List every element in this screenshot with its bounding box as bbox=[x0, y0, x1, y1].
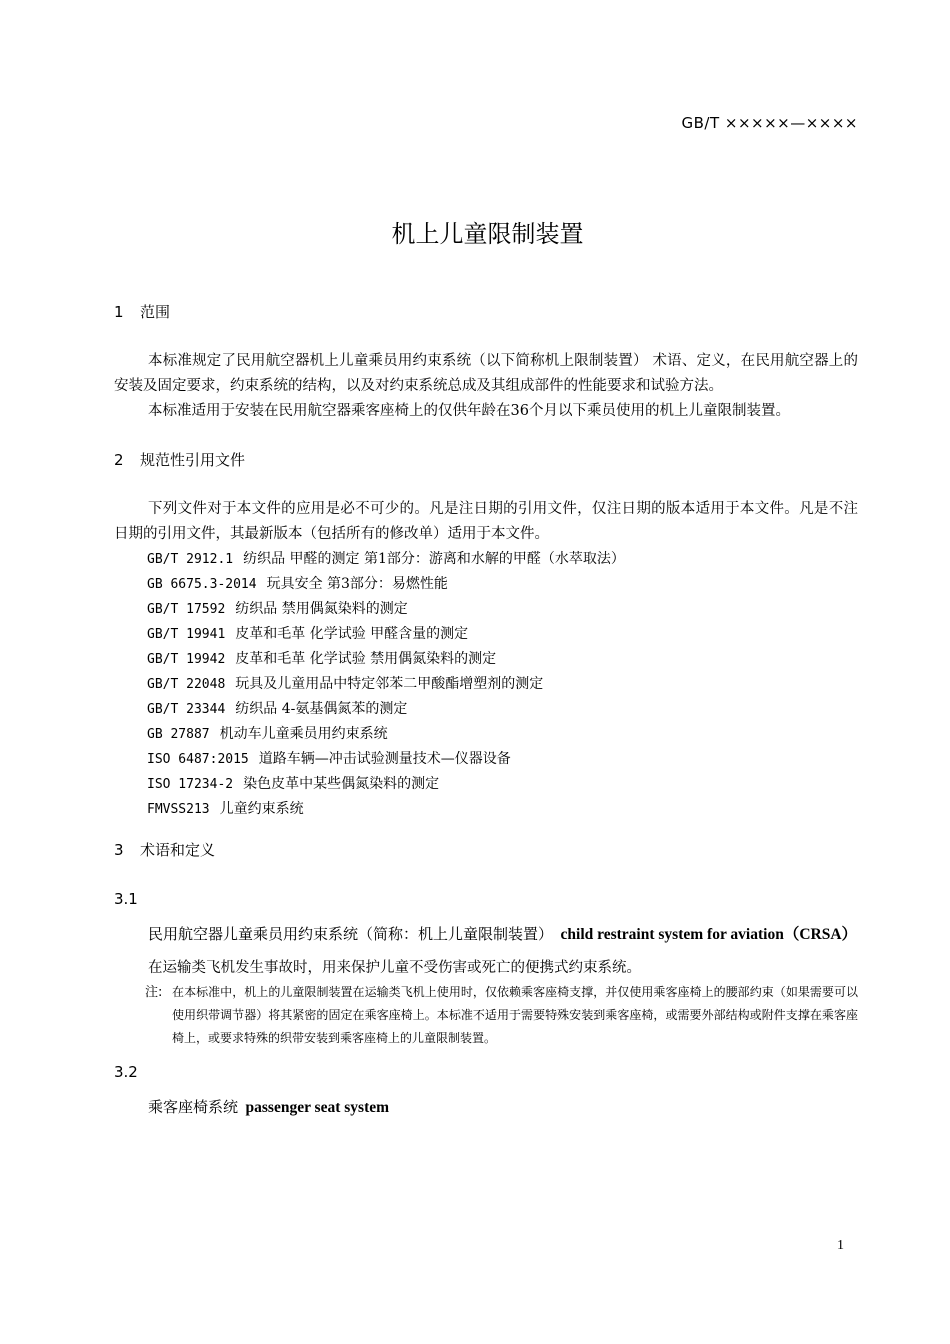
term-3-1-number: 3.1 bbox=[114, 890, 138, 908]
term-zh: 乘客座椅系统 bbox=[148, 1098, 239, 1116]
reference-item bbox=[114, 747, 858, 772]
term-en-abbr: （CRSA） bbox=[783, 926, 858, 943]
reference-title: 玩具及儿童用品中特定邻苯二甲酸酯增塑剂的测定 bbox=[235, 676, 544, 692]
term-3-2-heading bbox=[114, 1094, 858, 1121]
reference-item bbox=[114, 597, 858, 622]
standard-code: GB/T ×××××—×××× bbox=[681, 114, 858, 132]
reference-title: 皮革和毛革 化学试验 禁用偶氮染料的测定 bbox=[235, 651, 497, 667]
reference-title: 纺织品 甲醛的测定 第1部分：游离和水解的甲醛（水萃取法） bbox=[243, 551, 625, 567]
reference-code: GB/T 17592 bbox=[147, 602, 226, 617]
reference-code: ISO 6487:2015 bbox=[147, 752, 249, 767]
section-title: 规范性引用文件 bbox=[140, 451, 246, 469]
section-number: 2 bbox=[114, 451, 124, 469]
section-3-heading bbox=[114, 838, 858, 862]
reference-title: 染色皮革中某些偶氮染料的测定 bbox=[243, 776, 440, 792]
note-text: 在本标准中，机上的儿童限制装置在运输类飞机上使用时，仅依赖乘客座椅支撑，并仅使用乘客座椅上的腰部约束（如果需要可以使用织带调节器）将其紧密的固定在乘客座椅上。本标准不适用于需要特殊安装到乘客座椅，或需要外部结构或附件支撑在乘客座椅上，或要求特殊的织带安装到乘客座椅上的儿童限制装置。 bbox=[172, 985, 858, 1045]
note-label: 注: bbox=[145, 985, 163, 1000]
reference-code: GB/T 23344 bbox=[147, 702, 226, 717]
reference-item bbox=[114, 722, 858, 747]
term-zh: 民用航空器儿童乘员用约束系统（简称：机上儿童限制装置） bbox=[148, 925, 554, 943]
page-number: 1 bbox=[837, 1238, 844, 1253]
section-title: 术语和定义 bbox=[140, 841, 216, 859]
reference-item bbox=[114, 672, 858, 697]
term-3-1-definition: 在运输类飞机发生事故时，用来保护儿童不受伤害或死亡的便携式约束系统。 bbox=[148, 960, 641, 976]
reference-item bbox=[114, 797, 858, 822]
reference-title: 儿童约束系统 bbox=[219, 801, 304, 817]
reference-title: 纺织品 禁用偶氮染料的测定 bbox=[235, 601, 408, 617]
reference-list bbox=[114, 547, 858, 822]
reference-item bbox=[114, 622, 858, 647]
reference-code: GB/T 22048 bbox=[147, 677, 226, 692]
term-3-2-number: 3.2 bbox=[114, 1063, 138, 1081]
term-3-1-note bbox=[114, 981, 858, 1050]
section-number: 3 bbox=[114, 841, 124, 859]
reference-code: ISO 17234-2 bbox=[147, 777, 234, 792]
reference-code: FMVSS213 bbox=[147, 802, 210, 817]
references-intro: 下列文件对于本文件的应用是必不可少的。凡是注日期的引用文件，仅注日期的版本适用于本文件。凡是不注日期的引用文件，其最新版本（包括所有的修改单）适用于本文件。 bbox=[114, 501, 858, 542]
scope-paragraph-2: 本标准适用于安装在民用航空器乘客座椅上的仅供年龄在36个月以下乘员使用的机上儿童限制装置。 bbox=[148, 403, 790, 419]
reference-title: 机动车儿童乘员用约束系统 bbox=[219, 726, 388, 742]
term-en: child restraint system for aviation bbox=[560, 926, 784, 943]
document-body bbox=[114, 300, 858, 1121]
reference-code: GB/T 19942 bbox=[147, 652, 226, 667]
section-2-heading bbox=[114, 448, 858, 472]
term-3-1-heading bbox=[114, 921, 858, 948]
section-number: 1 bbox=[114, 303, 124, 321]
reference-item bbox=[114, 547, 858, 572]
reference-item bbox=[114, 572, 858, 597]
scope-paragraph-1: 本标准规定了民用航空器机上儿童乘员用约束系统（以下简称机上限制装置） 术语、定义，在民用航空器上的安装及固定要求，约束系统的结构，以及对约束系统总成及其组成部件的性能要求和试验方法。 bbox=[114, 353, 858, 394]
section-title: 范围 bbox=[140, 303, 171, 321]
term-en: passenger seat system bbox=[245, 1099, 390, 1116]
reference-title: 皮革和毛革 化学试验 甲醛含量的测定 bbox=[235, 626, 469, 642]
reference-code: GB 27887 bbox=[147, 727, 210, 742]
document-title: 机上儿童限制装置 bbox=[391, 220, 584, 248]
reference-code: GB/T 19941 bbox=[147, 627, 226, 642]
reference-item bbox=[114, 697, 858, 722]
reference-title: 玩具安全 第3部分：易燃性能 bbox=[266, 576, 448, 592]
reference-title: 道路车辆—冲击试验测量技术—仪器设备 bbox=[258, 751, 511, 767]
reference-title: 纺织品 4-氨基偶氮苯的测定 bbox=[235, 701, 408, 717]
section-1-heading bbox=[114, 300, 858, 324]
reference-code: GB/T 2912.1 bbox=[147, 552, 234, 567]
reference-item bbox=[114, 772, 858, 797]
reference-code: GB 6675.3-2014 bbox=[147, 577, 257, 592]
reference-item bbox=[114, 647, 858, 672]
